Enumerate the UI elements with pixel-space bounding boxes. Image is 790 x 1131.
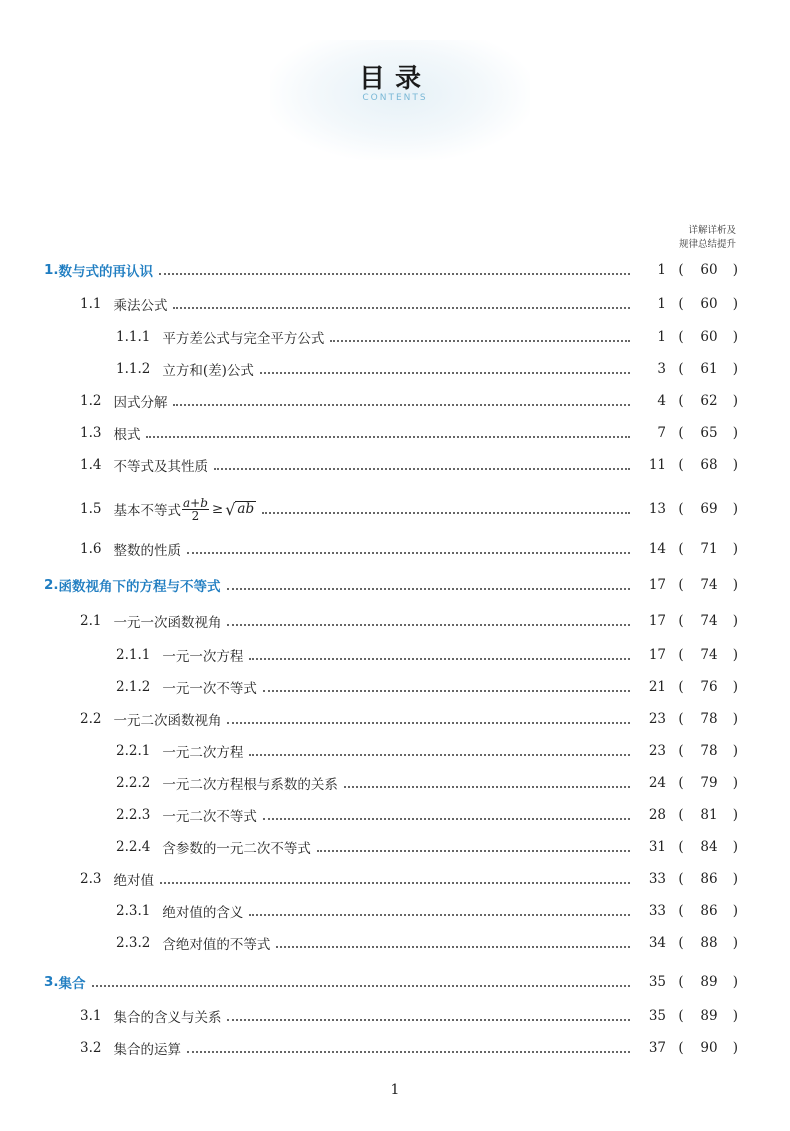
toc-entry[interactable]	[116, 931, 738, 955]
toc-entry-page: 13	[648, 501, 666, 517]
fraction-formula	[182, 497, 209, 522]
toc-entry[interactable]	[44, 258, 738, 282]
toc-entry-answer-page: 86	[700, 903, 718, 919]
open-paren: (	[678, 1040, 684, 1056]
toc-entry-number: 2.3.2	[116, 935, 151, 951]
toc-entry-page: 3	[657, 361, 666, 377]
close-paren: )	[732, 807, 738, 823]
column-note-line1: 详解详析及	[688, 225, 736, 236]
toc-entry-title: 一元二次方程根与系数的关系	[162, 777, 338, 793]
toc-entry-answer-page: 60	[700, 296, 718, 312]
toc-entry-title: 立方和(差)公式	[162, 363, 254, 379]
open-paren: (	[678, 613, 684, 629]
open-paren: (	[678, 839, 684, 855]
close-paren: )	[732, 711, 738, 727]
toc-entry-title: 绝对值的含义	[162, 905, 244, 921]
toc-entry-label	[113, 611, 221, 631]
toc-entry-title: 含绝对值的不等式	[162, 937, 271, 953]
dot-leader	[249, 658, 630, 660]
toc-entry-number: 1.	[44, 262, 59, 278]
toc-entry-label	[162, 677, 257, 697]
close-paren: )	[732, 577, 738, 593]
toc-entry-label	[59, 260, 154, 280]
dot-leader	[187, 552, 630, 554]
close-paren: )	[732, 613, 738, 629]
toc-entry[interactable]	[116, 771, 738, 795]
toc-entry-title: 一元二次不等式	[162, 809, 257, 825]
toc-entry-title: 一元一次函数视角	[113, 615, 222, 631]
open-paren: (	[678, 679, 684, 695]
toc-entry-page: 33	[648, 903, 666, 919]
toc-entry-page: 23	[648, 743, 666, 759]
open-paren: (	[678, 262, 684, 278]
toc-entry-label	[113, 1038, 181, 1058]
toc-entry-title: 根式	[113, 427, 141, 443]
toc-entry-label	[59, 972, 86, 992]
toc-entry-number: 1.6	[80, 541, 102, 557]
open-paren: (	[678, 974, 684, 990]
toc-entry-number: 1.5	[80, 501, 102, 517]
close-paren: )	[732, 457, 738, 473]
toc-entry[interactable]	[116, 643, 738, 667]
toc-entry-label	[162, 359, 254, 379]
close-paren: )	[732, 871, 738, 887]
close-paren: )	[732, 262, 738, 278]
toc-entry[interactable]	[80, 537, 738, 561]
open-paren: (	[678, 935, 684, 951]
page-subtitle: CONTENTS	[362, 93, 428, 103]
toc-entry-label	[162, 837, 311, 857]
toc-entry-label	[113, 455, 208, 475]
toc-entry-label	[113, 539, 181, 559]
toc-entry-title: 集合的运算	[113, 1042, 181, 1058]
dot-leader	[173, 404, 630, 406]
toc-entry-page: 17	[648, 647, 666, 663]
toc-entry-answer-page: 84	[700, 839, 718, 855]
toc-entry-page: 28	[648, 807, 666, 823]
toc-entry-label	[113, 423, 140, 443]
toc-entry-number: 2.2	[80, 711, 102, 727]
dot-leader	[159, 273, 630, 275]
toc-entry-answer-page: 78	[700, 711, 718, 727]
toc-entry-answer-page: 68	[700, 457, 718, 473]
dot-leader	[260, 372, 630, 374]
toc-entry-number: 2.2.2	[116, 775, 151, 791]
toc-entry-number: 1.4	[80, 457, 102, 473]
toc-entry-label	[162, 741, 243, 761]
toc-entry[interactable]	[116, 803, 738, 827]
toc-entry-label	[162, 805, 257, 825]
toc-entry[interactable]	[44, 573, 738, 597]
toc-entry[interactable]	[116, 899, 738, 923]
toc-entry-label	[113, 1006, 221, 1026]
close-paren: )	[732, 1040, 738, 1056]
toc-entry[interactable]	[116, 675, 738, 699]
close-paren: )	[732, 679, 738, 695]
dot-leader	[227, 624, 630, 626]
toc-entry-title: 一元二次函数视角	[113, 713, 222, 729]
toc-entry-title: 绝对值	[113, 873, 154, 889]
toc-entry[interactable]	[80, 609, 738, 633]
open-paren: (	[678, 711, 684, 727]
toc-entry-title: 因式分解	[113, 395, 168, 411]
toc-entry-label	[59, 575, 221, 595]
toc-entry-number: 1.1.2	[116, 361, 151, 377]
toc-entry-title: 数与式的再认识	[58, 264, 154, 280]
toc-entry[interactable]	[80, 1036, 738, 1060]
toc-entry-answer-page: 79	[700, 775, 718, 791]
toc-entry-number: 3.	[44, 974, 59, 990]
dot-leader	[262, 512, 630, 514]
toc-entry-page: 35	[648, 974, 666, 990]
toc-entry-title: 含参数的一元二次不等式	[162, 841, 311, 857]
dot-leader	[227, 1019, 630, 1021]
toc-entry-number: 3.1	[80, 1008, 102, 1024]
toc-entry-answer-page: 89	[700, 974, 718, 990]
toc-entry-answer-page: 90	[700, 1040, 718, 1056]
toc-entry-page: 1	[657, 329, 666, 345]
toc-entry-number: 2.2.3	[116, 807, 151, 823]
radicand: ab	[237, 501, 255, 517]
open-paren: (	[678, 361, 684, 377]
toc-entry-page: 14	[648, 541, 666, 557]
close-paren: )	[732, 743, 738, 759]
toc-entry[interactable]	[116, 325, 738, 349]
toc-entry-page: 17	[648, 577, 666, 593]
toc-entry-title: 乘法公式	[113, 298, 168, 314]
toc-entry-number: 1.3	[80, 425, 102, 441]
toc-entry-answer-page: 62	[700, 393, 718, 409]
open-paren: (	[678, 296, 684, 312]
toc-entry-answer-page: 65	[700, 425, 718, 441]
dot-leader	[227, 588, 630, 590]
toc-entry-label	[113, 294, 167, 314]
toc-entry-answer-page: 60	[700, 262, 718, 278]
toc-entry-answer-page: 60	[700, 329, 718, 345]
toc-entry[interactable]	[44, 970, 738, 994]
dot-leader	[249, 754, 630, 756]
toc-entry-page: 23	[648, 711, 666, 727]
close-paren: )	[732, 425, 738, 441]
dot-leader	[344, 786, 630, 788]
toc-entry-answer-page: 74	[700, 577, 718, 593]
toc-entry-label	[113, 497, 256, 522]
open-paren: (	[678, 647, 684, 663]
toc-entry-page: 4	[657, 393, 666, 409]
toc-entry-number: 2.3.1	[116, 903, 151, 919]
radical-sign-icon: √	[225, 499, 236, 519]
open-paren: (	[678, 743, 684, 759]
toc-entry-page: 33	[648, 871, 666, 887]
toc-entry-answer-page: 71	[700, 541, 718, 557]
open-paren: (	[678, 425, 684, 441]
dot-leader	[160, 882, 630, 884]
dot-leader	[276, 946, 630, 948]
toc-entry-label	[162, 327, 324, 347]
close-paren: )	[732, 839, 738, 855]
dot-leader	[214, 468, 630, 470]
open-paren: (	[678, 1008, 684, 1024]
open-paren: (	[678, 541, 684, 557]
toc-entry[interactable]	[80, 453, 738, 477]
dot-leader	[146, 436, 630, 438]
page-number: 1	[390, 1082, 400, 1098]
dot-leader	[263, 818, 630, 820]
toc-entry-number: 2.1.1	[116, 647, 151, 663]
toc-entry-page: 7	[657, 425, 666, 441]
page-title: 目录	[358, 64, 431, 94]
dot-leader	[187, 1051, 630, 1053]
open-paren: (	[678, 501, 684, 517]
dot-leader	[317, 850, 630, 852]
toc-entry-answer-page: 88	[700, 935, 718, 951]
fraction-denominator: 2	[191, 508, 200, 523]
toc-entry-title: 平方差公式与完全平方公式	[162, 331, 325, 347]
toc-entry-label	[113, 869, 154, 889]
toc-entry-label	[113, 709, 221, 729]
toc-entry-title: 函数视角下的方程与不等式	[58, 579, 221, 595]
toc-entry-answer-page: 86	[700, 871, 718, 887]
toc-entry[interactable]	[116, 357, 738, 381]
close-paren: )	[732, 903, 738, 919]
toc-entry-answer-page: 78	[700, 743, 718, 759]
toc-entry-title: 基本不等式	[113, 503, 181, 519]
toc-entry-answer-page: 81	[700, 807, 718, 823]
toc-entry-answer-page: 76	[700, 679, 718, 695]
close-paren: )	[732, 296, 738, 312]
toc-entry-number: 2.3	[80, 871, 102, 887]
toc-entry-number: 2.	[44, 577, 59, 593]
close-paren: )	[732, 935, 738, 951]
close-paren: )	[732, 647, 738, 663]
close-paren: )	[732, 1008, 738, 1024]
toc-entry-label	[113, 391, 167, 411]
fraction-numerator: a+b	[182, 495, 208, 510]
toc-entry-number: 1.1.1	[116, 329, 151, 345]
toc-entry-page: 34	[648, 935, 666, 951]
column-note	[679, 224, 736, 252]
close-paren: )	[732, 775, 738, 791]
toc-entry-label	[162, 645, 243, 665]
toc-entry-title: 整数的性质	[113, 543, 181, 559]
toc-entry-title: 一元一次方程	[162, 649, 244, 665]
close-paren: )	[732, 329, 738, 345]
toc-entry[interactable]	[116, 739, 738, 763]
toc-entry-title: 集合的含义与关系	[113, 1010, 222, 1026]
open-paren: (	[678, 807, 684, 823]
toc-entry-label	[162, 773, 338, 793]
close-paren: )	[732, 501, 738, 517]
open-paren: (	[678, 871, 684, 887]
toc-entry-number: 2.2.4	[116, 839, 151, 855]
toc-entry-page: 17	[648, 613, 666, 629]
dot-leader	[330, 340, 630, 342]
close-paren: )	[732, 541, 738, 557]
close-paren: )	[732, 974, 738, 990]
column-note-line2: 规律总结提升	[678, 239, 736, 250]
toc-entry-page: 1	[657, 296, 666, 312]
toc-entry-number: 1.1	[80, 296, 102, 312]
close-paren: )	[732, 393, 738, 409]
toc-entry-answer-page: 74	[700, 647, 718, 663]
open-paren: (	[678, 775, 684, 791]
toc-entry[interactable]	[80, 292, 738, 316]
toc-entry-answer-page: 69	[700, 501, 718, 517]
toc-entry-title: 不等式及其性质	[113, 459, 208, 475]
toc-entry-number: 3.2	[80, 1040, 102, 1056]
open-paren: (	[678, 393, 684, 409]
open-paren: (	[678, 903, 684, 919]
toc-entry-number: 1.2	[80, 393, 102, 409]
toc-entry[interactable]	[80, 707, 738, 731]
toc-entry-number: 2.1	[80, 613, 102, 629]
toc-entry-page: 35	[648, 1008, 666, 1024]
toc-entry-answer-page: 89	[700, 1008, 718, 1024]
toc-entry[interactable]	[116, 835, 738, 859]
toc-entry-label	[162, 933, 270, 953]
close-paren: )	[732, 361, 738, 377]
toc-entry-page: 24	[648, 775, 666, 791]
toc-entry[interactable]	[80, 494, 738, 524]
toc-entry-title: 集合	[58, 976, 86, 992]
dot-leader	[92, 985, 630, 987]
toc-entry-page: 31	[648, 839, 666, 855]
relation-symbol: ≥	[211, 501, 224, 517]
toc-entry-title: 一元一次不等式	[162, 681, 257, 697]
square-root-formula	[225, 500, 256, 519]
toc-entry-page: 37	[648, 1040, 666, 1056]
toc-entry-page: 1	[657, 262, 666, 278]
toc-entry[interactable]	[80, 867, 738, 891]
toc-entry[interactable]	[80, 1004, 738, 1028]
toc-entry-number: 2.1.2	[116, 679, 151, 695]
toc-entry[interactable]	[80, 421, 738, 445]
toc-entry-answer-page: 61	[700, 361, 718, 377]
toc-entry-page: 11	[648, 457, 666, 473]
dot-leader	[263, 690, 630, 692]
dot-leader	[173, 307, 630, 309]
toc-entry-label	[162, 901, 243, 921]
toc-entry-page: 21	[648, 679, 666, 695]
dot-leader	[227, 722, 630, 724]
open-paren: (	[678, 577, 684, 593]
open-paren: (	[678, 457, 684, 473]
dot-leader	[249, 914, 630, 916]
toc-entry[interactable]	[80, 389, 738, 413]
open-paren: (	[678, 329, 684, 345]
toc-entry-number: 2.2.1	[116, 743, 151, 759]
toc-entry-answer-page: 74	[700, 613, 718, 629]
toc-entry-title: 一元二次方程	[162, 745, 244, 761]
